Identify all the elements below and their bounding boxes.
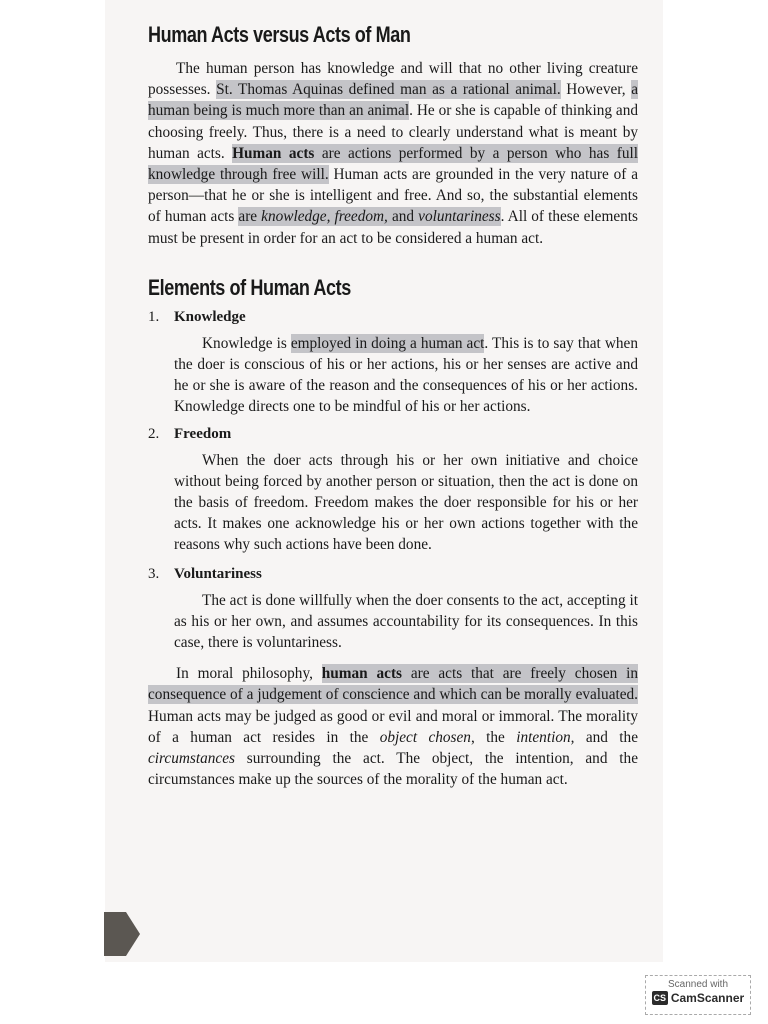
highlight: employed in doing a human act (290, 334, 485, 352)
item-number: 3. (148, 565, 160, 582)
highlight: human acts are acts that are freely chosen in consequence of a judgement of conscience and which can be morally evaluated. (148, 665, 638, 704)
item-number: 2. (148, 425, 160, 442)
section-heading-elements: Elements of Human Acts (148, 274, 351, 300)
section-heading-human-acts: Human Acts versus Acts of Man (148, 22, 411, 47)
item-number: 1. (148, 308, 160, 325)
highlight: St. Thomas Aquinas defined man as a rational animal. (216, 81, 561, 99)
intro-paragraph: The human person has knowledge and will that no other living creature possesses. St. Thomas Aquinas defined man as a rational animal. However, a human being is much more than an animal. He or she is capable of thinking and choosing freely. Thus, there is a need to clearly understand what is meant by human acts. Human acts are actions performed by a person who has full knowledge through free will. Human acts are grounded in the very nature of a person—that he or she is intelligent and free. And so, the substantial elements of human acts are knowledge, freedom, and voluntariness. All of these elements must be present in order for an act to be considered a human act. (148, 60, 638, 247)
freedom-paragraph: When the doer acts through his or her own initiative and choice without being forced by another person or situation, then the act is done on the basis of freedom. Freedom makes the doer responsible for his or her acts. It makes one acknowledge his or her own actions together with the reasons why such actions have been done. (174, 451, 638, 554)
highlight: are knowledge, freedom, and voluntariness (238, 208, 501, 226)
item-title: Freedom (174, 425, 232, 442)
knowledge-paragraph: Knowledge is employed in doing a human act. This is to say that when the doer is conscious of his or her actions, his or her senses are active and he or she is aware of the reason and the consequences of his or her actions. Knowledge directs one to be mindful of his or her actions. (174, 334, 638, 416)
element-item-freedom (148, 426, 638, 443)
item-title: Knowledge (174, 308, 246, 325)
camscanner-logo-icon: CS (653, 993, 667, 1003)
camscanner-watermark (645, 975, 751, 1015)
camscanner-brand (646, 991, 750, 1005)
item-title: Voluntariness (174, 565, 262, 582)
scanned-with-label: Scanned with (667, 979, 729, 990)
page-corner-triangle (104, 912, 140, 956)
voluntariness-paragraph: The act is done willfully when the doer consents to the act, accepting it as his or her own, and assumes accountability for its consequences. In this case, there is voluntariness. (174, 591, 638, 652)
camscanner-brand-name: CamScanner (670, 991, 745, 1005)
element-item-knowledge (148, 309, 638, 326)
element-item-voluntariness (148, 566, 638, 583)
closing-paragraph: In moral philosophy, human acts are acts that are freely chosen in consequence of a judgement of conscience and which can be morally evaluated. Human acts may be judged as good or evil and moral or immoral. The morality of a human act resides in the object chosen, the intention, and the circumstances surrounding the act. The object, the intention, and the circumstances make up the sources of the morality of the human act. (148, 665, 638, 789)
highlight: Human acts are actions performed by a person who has full knowledge through free will. (148, 144, 638, 184)
highlight: a human being is much more than an animal (148, 81, 638, 120)
document-content (148, 22, 638, 790)
